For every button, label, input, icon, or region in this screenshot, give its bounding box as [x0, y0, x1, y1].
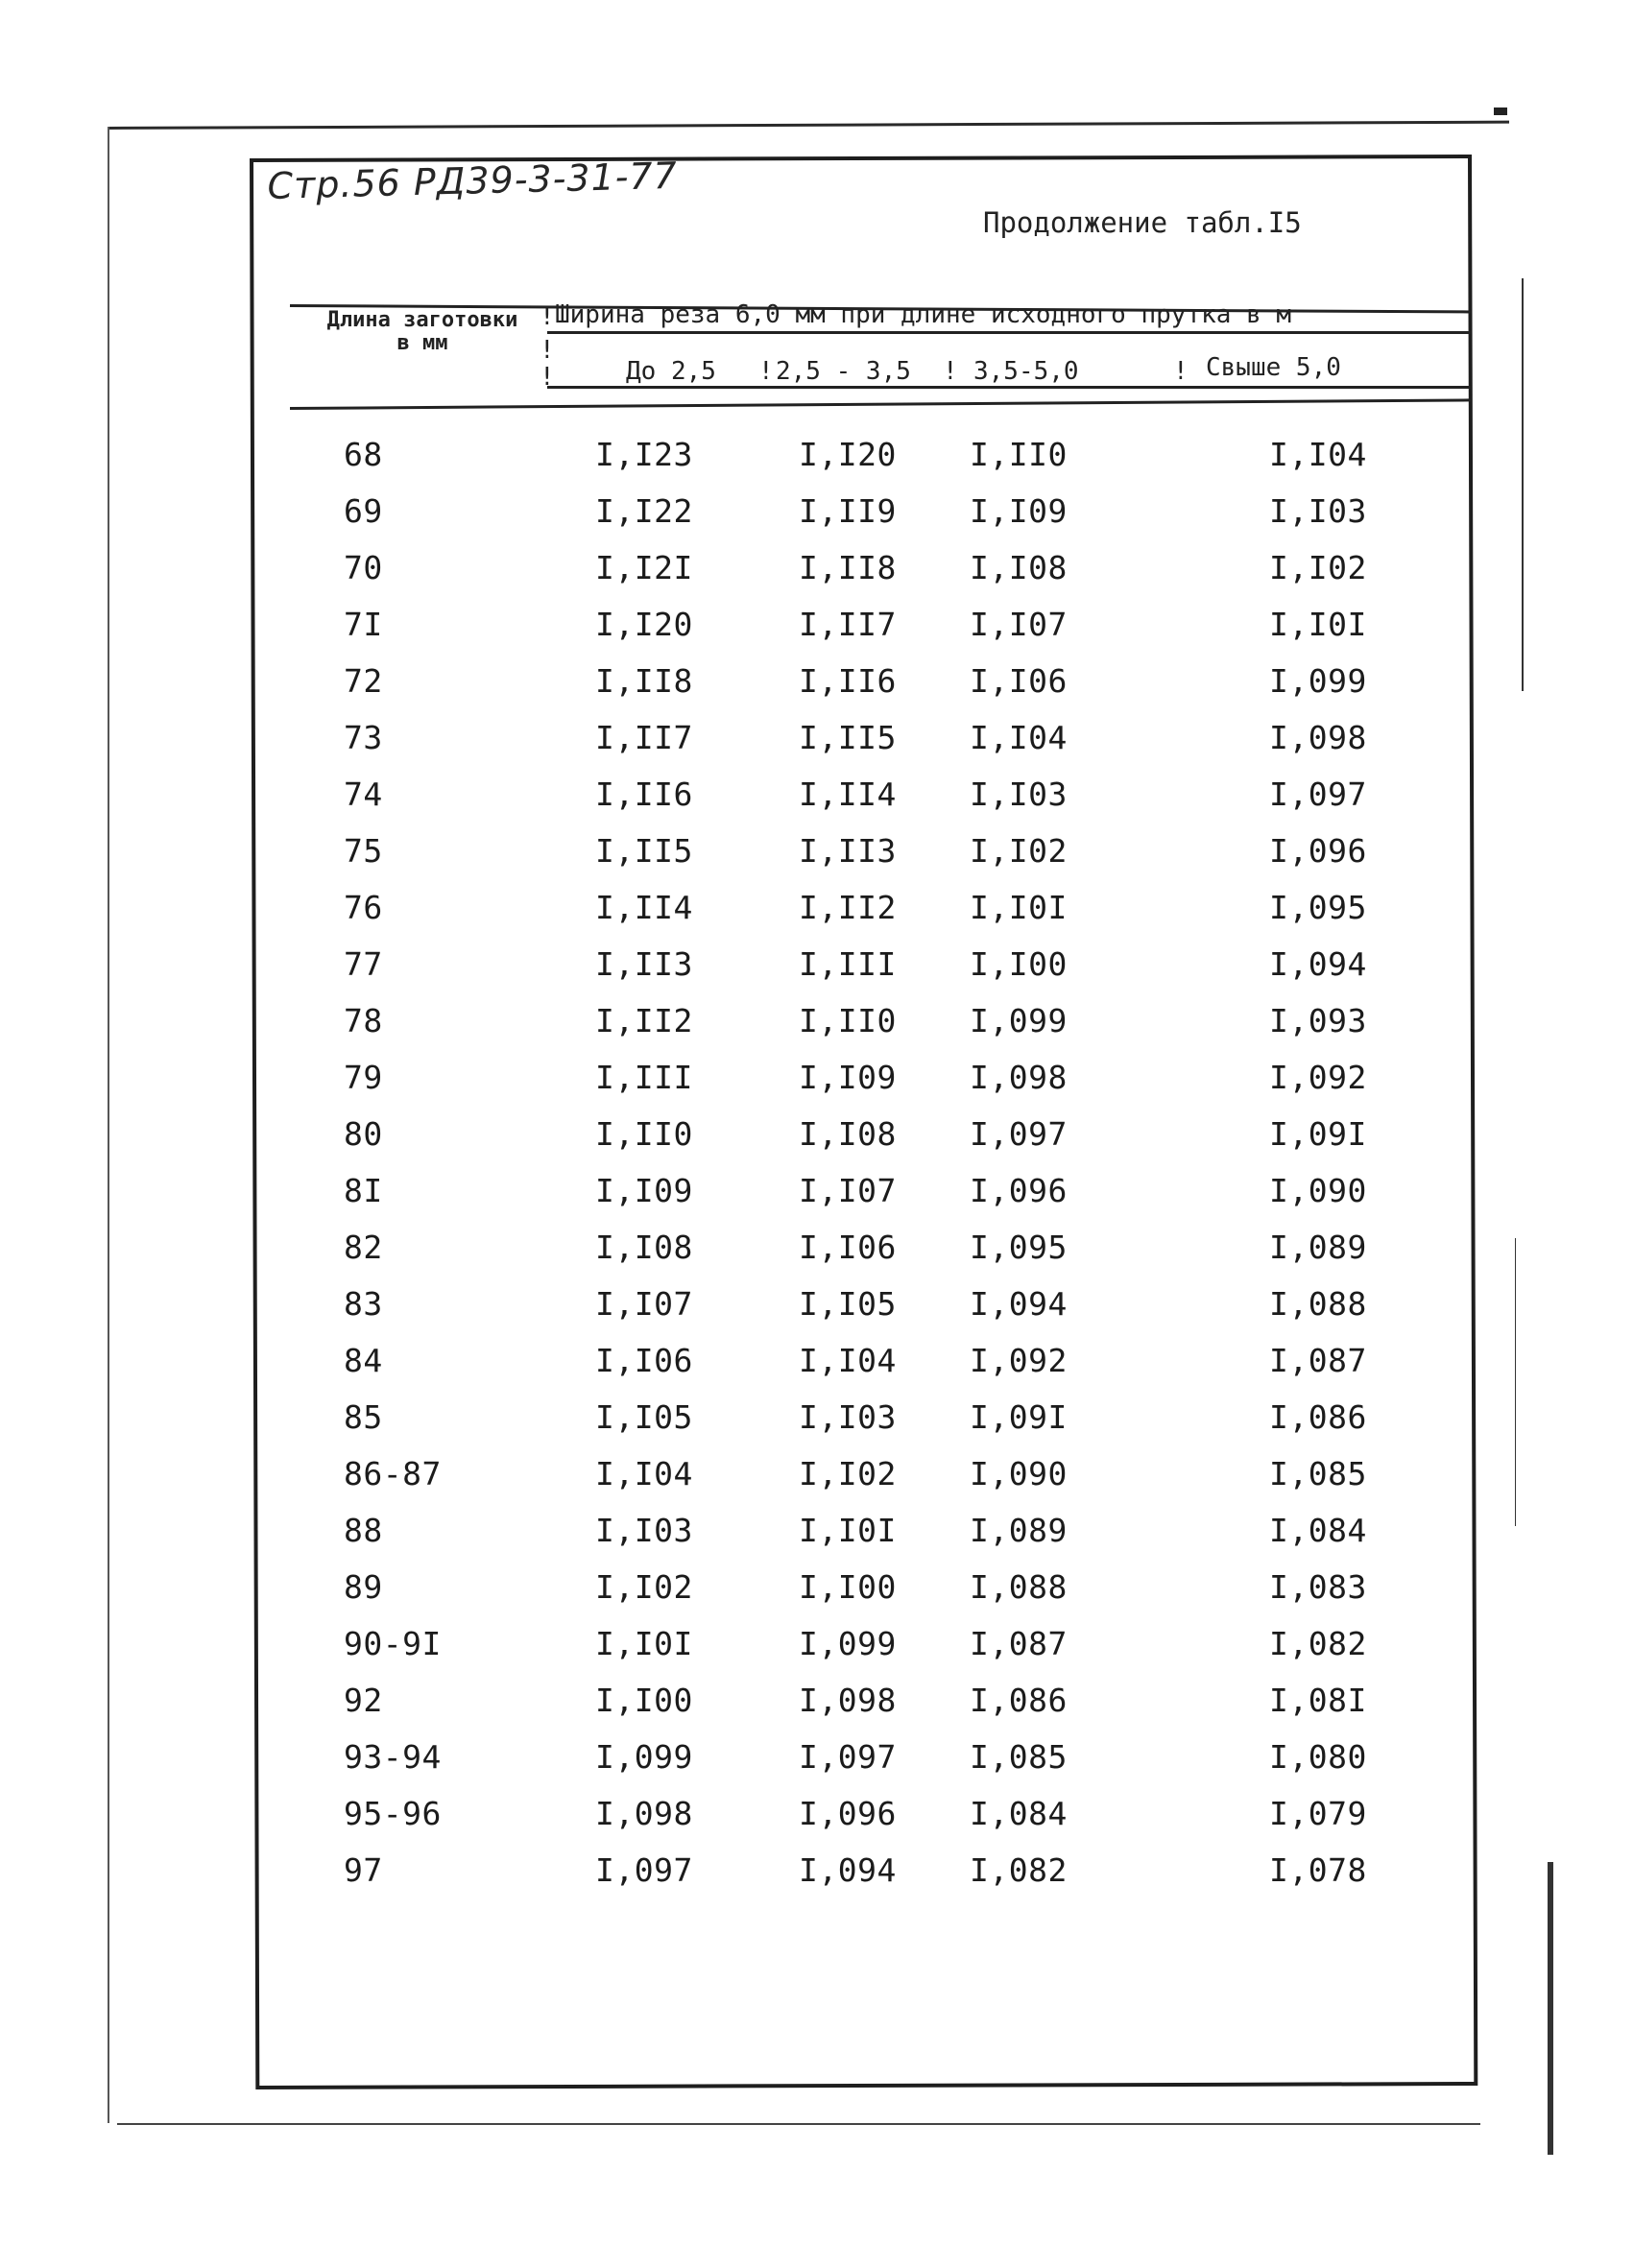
table-row [0, 549, 1633, 597]
value-cell-3-5-to-5-0: I,099 [970, 1002, 1068, 1039]
value-cell-3-5-to-5-0: I,087 [970, 1625, 1068, 1662]
value-cell-up-to-2-5: I,098 [595, 1795, 693, 1832]
table-row [0, 1851, 1633, 1899]
value-cell-2-5-to-3-5: I,III [799, 945, 897, 983]
length-cell: 77 [344, 945, 383, 983]
table-row [0, 1512, 1633, 1560]
value-cell-2-5-to-3-5: I,I07 [799, 1172, 897, 1209]
value-cell-2-5-to-3-5: I,II3 [799, 832, 897, 870]
value-cell-2-5-to-3-5: I,II2 [799, 889, 897, 926]
value-cell-up-to-2-5: I,I00 [595, 1682, 693, 1719]
value-cell-over-5-0: I,I02 [1269, 549, 1367, 586]
value-cell-up-to-2-5: I,I2I [595, 549, 693, 586]
table-row [0, 1568, 1633, 1616]
length-cell: 97 [344, 1851, 383, 1889]
value-cell-3-5-to-5-0: I,088 [970, 1568, 1068, 1606]
table-row [0, 436, 1633, 484]
length-column-header: Длина заготовки в мм [326, 308, 518, 355]
value-cell-over-5-0: I,093 [1269, 1002, 1367, 1039]
table-row [0, 606, 1633, 654]
table-row [0, 776, 1633, 824]
value-cell-3-5-to-5-0: I,I06 [970, 662, 1068, 700]
table-row [0, 832, 1633, 880]
value-cell-up-to-2-5: I,II4 [595, 889, 693, 926]
table-row [0, 1625, 1633, 1673]
length-cell: 90-9I [344, 1625, 442, 1662]
value-cell-up-to-2-5: I,II6 [595, 776, 693, 813]
value-cell-over-5-0: I,I0I [1269, 606, 1367, 643]
table-row [0, 1059, 1633, 1107]
value-cell-2-5-to-3-5: I,I04 [799, 1342, 897, 1379]
value-cell-3-5-to-5-0: I,I07 [970, 606, 1068, 643]
value-cell-2-5-to-3-5: I,II6 [799, 662, 897, 700]
value-cell-over-5-0: I,082 [1269, 1625, 1367, 1662]
value-cell-3-5-to-5-0: I,090 [970, 1455, 1068, 1492]
value-cell-up-to-2-5: I,I05 [595, 1398, 693, 1436]
value-cell-3-5-to-5-0: I,095 [970, 1229, 1068, 1266]
value-cell-3-5-to-5-0: I,09I [970, 1398, 1068, 1436]
length-cell: 84 [344, 1342, 383, 1379]
value-cell-over-5-0: I,094 [1269, 945, 1367, 983]
value-cell-2-5-to-3-5: I,I06 [799, 1229, 897, 1266]
value-cell-over-5-0: I,I04 [1269, 436, 1367, 473]
value-cell-up-to-2-5: I,I04 [595, 1455, 693, 1492]
table-row [0, 1795, 1633, 1843]
value-cell-up-to-2-5: I,I22 [595, 492, 693, 530]
value-cell-3-5-to-5-0: I,I00 [970, 945, 1068, 983]
value-cell-3-5-to-5-0: I,082 [970, 1851, 1068, 1889]
value-cell-up-to-2-5: I,II0 [595, 1115, 693, 1153]
scan-edge-line [1548, 1862, 1553, 2155]
table-header-sub-rule [547, 386, 1471, 389]
table-row [0, 1455, 1633, 1503]
value-cell-over-5-0: I,088 [1269, 1285, 1367, 1323]
value-cell-3-5-to-5-0: I,097 [970, 1115, 1068, 1153]
value-cell-over-5-0: I,096 [1269, 832, 1367, 870]
value-cell-3-5-to-5-0: I,084 [970, 1795, 1068, 1832]
value-cell-over-5-0: I,078 [1269, 1851, 1367, 1889]
table-row [0, 1342, 1633, 1390]
value-cell-up-to-2-5: I,099 [595, 1738, 693, 1776]
value-cell-over-5-0: I,085 [1269, 1455, 1367, 1492]
value-cell-over-5-0: I,089 [1269, 1229, 1367, 1266]
table-row [0, 1115, 1633, 1163]
length-cell: 92 [344, 1682, 383, 1719]
length-cell: 83 [344, 1285, 383, 1323]
value-cell-up-to-2-5: I,I23 [595, 436, 693, 473]
value-cell-2-5-to-3-5: I,I08 [799, 1115, 897, 1153]
table-row [0, 1229, 1633, 1277]
value-cell-up-to-2-5: I,II7 [595, 719, 693, 756]
subheader-over-5-0: Свыше 5,0 [1206, 353, 1341, 382]
length-cell: 7I [344, 606, 383, 643]
table-row [0, 1285, 1633, 1333]
value-cell-up-to-2-5: I,II5 [595, 832, 693, 870]
outer-frame-top-line [108, 121, 1509, 130]
value-cell-2-5-to-3-5: I,II4 [799, 776, 897, 813]
value-cell-3-5-to-5-0: I,I03 [970, 776, 1068, 813]
value-cell-2-5-to-3-5: I,I09 [799, 1059, 897, 1096]
length-cell: 93-94 [344, 1738, 442, 1776]
value-cell-2-5-to-3-5: I,I05 [799, 1285, 897, 1323]
value-cell-2-5-to-3-5: I,I0I [799, 1512, 897, 1549]
table-continuation-title: Продолжение табл.I5 [983, 206, 1302, 239]
length-cell: 89 [344, 1568, 383, 1606]
table-row [0, 492, 1633, 540]
value-cell-over-5-0: I,092 [1269, 1059, 1367, 1096]
value-cell-3-5-to-5-0: I,II0 [970, 436, 1068, 473]
value-cell-2-5-to-3-5: I,II5 [799, 719, 897, 756]
value-cell-2-5-to-3-5: I,098 [799, 1682, 897, 1719]
value-cell-2-5-to-3-5: I,II8 [799, 549, 897, 586]
length-cell: 75 [344, 832, 383, 870]
value-cell-3-5-to-5-0: I,098 [970, 1059, 1068, 1096]
value-cell-up-to-2-5: I,I08 [595, 1229, 693, 1266]
value-cell-over-5-0: I,080 [1269, 1738, 1367, 1776]
value-cell-2-5-to-3-5: I,II0 [799, 1002, 897, 1039]
value-cell-up-to-2-5: I,I02 [595, 1568, 693, 1606]
value-cell-2-5-to-3-5: I,097 [799, 1738, 897, 1776]
value-cell-up-to-2-5: I,097 [595, 1851, 693, 1889]
value-cell-over-5-0: I,I03 [1269, 492, 1367, 530]
length-cell: 69 [344, 492, 383, 530]
length-cell: 8I [344, 1172, 383, 1209]
value-cell-3-5-to-5-0: I,I08 [970, 549, 1068, 586]
value-cell-up-to-2-5: I,II8 [595, 662, 693, 700]
length-cell: 95-96 [344, 1795, 442, 1832]
length-cell: 82 [344, 1229, 383, 1266]
value-cell-up-to-2-5: I,I20 [595, 606, 693, 643]
value-cell-3-5-to-5-0: I,086 [970, 1682, 1068, 1719]
header-separator: ! [758, 357, 774, 386]
header-separator: ! [540, 336, 555, 365]
value-cell-up-to-2-5: I,I09 [595, 1172, 693, 1209]
length-cell: 72 [344, 662, 383, 700]
value-cell-3-5-to-5-0: I,I09 [970, 492, 1068, 530]
value-cell-2-5-to-3-5: I,I20 [799, 436, 897, 473]
outer-frame-bottom-line [117, 2123, 1480, 2125]
subheader-2-5-to-3-5: 2,5 - 3,5 [776, 357, 911, 386]
value-cell-2-5-to-3-5: I,099 [799, 1625, 897, 1662]
table-row [0, 1172, 1633, 1220]
table-header-group-rule [547, 331, 1471, 334]
value-cell-3-5-to-5-0: I,085 [970, 1738, 1068, 1776]
page-stamp: Стр.56 РД39-3-31-77 [267, 154, 679, 207]
header-separator: ! [540, 302, 555, 331]
value-cell-2-5-to-3-5: I,I02 [799, 1455, 897, 1492]
length-cell: 74 [344, 776, 383, 813]
value-cell-over-5-0: I,084 [1269, 1512, 1367, 1549]
table-row [0, 1682, 1633, 1730]
value-cell-3-5-to-5-0: I,096 [970, 1172, 1068, 1209]
value-cell-3-5-to-5-0: I,I02 [970, 832, 1068, 870]
length-cell: 79 [344, 1059, 383, 1096]
subheader-up-to-2-5: До 2,5 [626, 357, 716, 386]
length-cell: 78 [344, 1002, 383, 1039]
length-cell: 86-87 [344, 1455, 442, 1492]
table-row [0, 1002, 1633, 1050]
value-cell-over-5-0: I,090 [1269, 1172, 1367, 1209]
length-cell: 85 [344, 1398, 383, 1436]
table-row [0, 1398, 1633, 1446]
value-cell-over-5-0: I,086 [1269, 1398, 1367, 1436]
value-cell-3-5-to-5-0: I,I0I [970, 889, 1068, 926]
value-cell-3-5-to-5-0: I,I04 [970, 719, 1068, 756]
value-cell-2-5-to-3-5: I,096 [799, 1795, 897, 1832]
length-cell: 80 [344, 1115, 383, 1153]
value-cell-up-to-2-5: I,II2 [595, 1002, 693, 1039]
value-cell-up-to-2-5: I,I07 [595, 1285, 693, 1323]
table-row [0, 662, 1633, 710]
length-cell: 70 [344, 549, 383, 586]
length-cell: 76 [344, 889, 383, 926]
value-cell-over-5-0: I,097 [1269, 776, 1367, 813]
value-cell-over-5-0: I,095 [1269, 889, 1367, 926]
value-cell-2-5-to-3-5: I,II9 [799, 492, 897, 530]
value-cell-over-5-0: I,099 [1269, 662, 1367, 700]
length-cell: 88 [344, 1512, 383, 1549]
value-cell-over-5-0: I,09I [1269, 1115, 1367, 1153]
group-column-header: Ширина реза 6,0 мм при длине исходного прутка в м [555, 300, 1292, 329]
table-row [0, 719, 1633, 767]
table-row [0, 1738, 1633, 1786]
value-cell-2-5-to-3-5: I,II7 [799, 606, 897, 643]
value-cell-up-to-2-5: I,I03 [595, 1512, 693, 1549]
value-cell-up-to-2-5: I,I0I [595, 1625, 693, 1662]
scan-edge-mark [1494, 107, 1507, 115]
value-cell-over-5-0: I,098 [1269, 719, 1367, 756]
length-cell: 68 [344, 436, 383, 473]
value-cell-up-to-2-5: I,II3 [595, 945, 693, 983]
header-separator: ! [540, 363, 555, 392]
value-cell-3-5-to-5-0: I,094 [970, 1285, 1068, 1323]
value-cell-2-5-to-3-5: I,I03 [799, 1398, 897, 1436]
table-row [0, 945, 1633, 993]
value-cell-2-5-to-3-5: I,I00 [799, 1568, 897, 1606]
header-separator: ! [1173, 357, 1189, 386]
value-cell-over-5-0: I,079 [1269, 1795, 1367, 1832]
value-cell-3-5-to-5-0: I,089 [970, 1512, 1068, 1549]
value-cell-up-to-2-5: I,I06 [595, 1342, 693, 1379]
subheader-3-5-to-5-0: 3,5-5,0 [973, 357, 1079, 386]
value-cell-3-5-to-5-0: I,092 [970, 1342, 1068, 1379]
header-separator: ! [943, 357, 958, 386]
value-cell-over-5-0: I,083 [1269, 1568, 1367, 1606]
value-cell-over-5-0: I,087 [1269, 1342, 1367, 1379]
length-cell: 73 [344, 719, 383, 756]
value-cell-over-5-0: I,08I [1269, 1682, 1367, 1719]
table-row [0, 889, 1633, 937]
value-cell-2-5-to-3-5: I,094 [799, 1851, 897, 1889]
value-cell-up-to-2-5: I,III [595, 1059, 693, 1096]
